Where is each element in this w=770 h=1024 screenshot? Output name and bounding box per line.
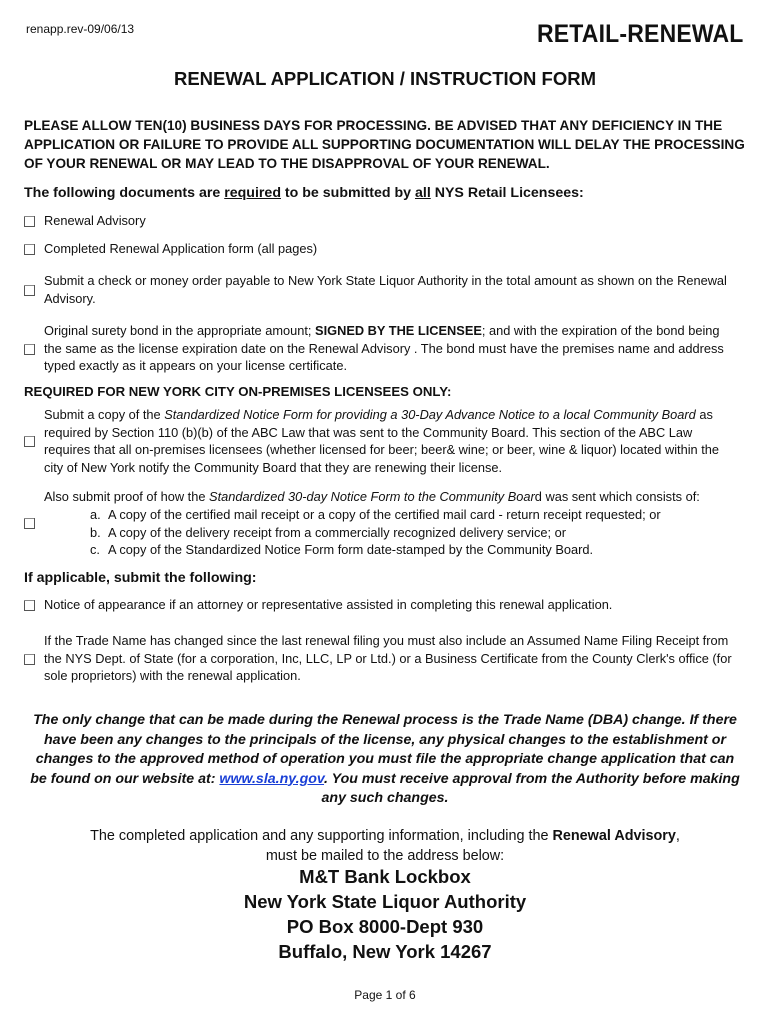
applicable-section-heading: If applicable, submit the following:	[24, 570, 257, 586]
checkbox[interactable]	[24, 518, 35, 529]
required-documents-heading: The following documents are required to be submitted by all NYS Retail Licensees:	[24, 185, 584, 201]
sub-item-a: a. A copy of the certified mail receipt or a copy of the certified mail card - return receipt requested; or	[90, 507, 661, 522]
checkbox[interactable]	[24, 436, 35, 447]
processing-warning: PLEASE ALLOW TEN(10) BUSINESS DAYS FOR PROCESSING. BE ADVISED THAT ANY DEFICIENCY IN THE APPLICATION OR FAILURE TO PROVIDE ALL SUPPORTING DOCUMENTATION WILL DELAY THE PROCESSING OF YOUR RENEWAL OR MAY LEAD TO THE DISAPPROVAL OF YOUR RENEWAL.	[24, 118, 745, 171]
website-link[interactable]: www.sla.ny.gov	[219, 770, 325, 787]
checkbox[interactable]	[24, 600, 35, 611]
mailing-instructions: The completed application and any supporting information, including the Renewal Advisory, must be mailed to the address below:	[90, 828, 680, 864]
document-page: renapp.rev-09/06/13 RETAIL-RENEWAL RENEWAL APPLICATION / INSTRUCTION FORM PLEASE ALLOW TEN(10) BUSINESS DAYS FOR PROCESSING. BE ADVISED THAT ANY DEFICIENCY IN THE APPLICATION OR FAILURE TO PROVIDE ALL SUPPORTING DOCUMENTATION WILL DELAY THE PROCESSING OF YOUR RENEWAL OR MAY LEAD TO THE DISAPPROVAL OF YOUR RENEWAL. The following documents are required to be submitted by all NYS Retail Licensees: Renewal Advisory Completed Renewal Application form (all pages) Submit a check or money order payable to New York State Liquor Authority in the total amount as shown on the Renewal Advisory. Original surety bond in the appropriate amount; SIGNED BY THE LICENSEE; and with the expiration of the bond being the same as the license expiration date on the Renewal Advisory . The bond must have the premises name and address typed exactly as it appears on your license certificate. REQUIRED FOR NEW YORK CITY ON-PREMISES LICENSEES ONLY: Submit a copy of the Standardized Notice Form for providing a 30-Day Advance Notice to a local Community Board as required by Section 110 (b)(b) of the ABC Law that was sent to the Community Board. This section of the ABC Law requires that all on-premises licensees (whether licensed for beer; beer& wine; or beer, wine & liquor) located within the city of New York notify the Community Board that they are renewing their license. Also submit proof of how the Standardized 30-day Notice Form to the Community Board was sent which consists of: a. A copy of the certified mail receipt or a copy of the certified mail card - return receipt requested; or b. A copy of the delivery receipt from a commercially recognized delivery service; or c. A copy of the Standardized Notice Form form date-stamped by the Community Board. If applicable, submit the following: Notice of appearance if an attorney or representative assisted in completing this renewal application. If the Trade Name has changed since the last renewal filing you must also include an Assumed Name Filing Receipt from the NYS Dept. of State (for a corporation, Inc, LLC, LP or Ltd.) or a Business Certificate from the County Clerk's office (for sole proprietors) with the renewal application. The only change that can be made during the Renewal process is the Trade Name (DBA) change. If there have been any changes to the principals of the license, any physical changes to the establishment or changes to the approved method of operation you must file the appropriate change application that can be found on our website at: www.sla.ny.gov. You must receive approval from the Authority before making any such changes. The completed application and any supporting information, including the Renewal Advisory, must be mailed to the address below: M&T Bank Lockbox New York State Liquor Authority PO Box 8000-Dept 930 Buffalo, New York 14267 Page 1 of 6	[0, 0, 770, 1024]
page-number: Page 1 of 6	[354, 988, 416, 1002]
checkbox[interactable]	[24, 285, 35, 296]
sub-item-b: b. A copy of the delivery receipt from a commercially recognized delivery service; or	[90, 524, 567, 540]
checkbox[interactable]	[24, 654, 35, 665]
address-line-3: PO Box 8000-Dept 930	[286, 916, 484, 937]
form-code: RETAIL-RENEWAL	[537, 20, 744, 48]
renewal-change-notice: The only change that can be made during the Renewal process is the Trade Name (DBA) change. If there have been any changes to the principals of the license, any physical changes to the establishment or changes to the approved method of operation you must file the appropriate change application that can be found on our website at: www.sla.ny.gov. You must receive approval from the Authority before making any such changes.	[30, 712, 740, 806]
address-line-2: New York State Liquor Authority	[243, 891, 527, 912]
checkbox[interactable]	[24, 344, 35, 355]
checkbox[interactable]	[24, 244, 35, 255]
sub-item-c: c. A copy of the Standardized Notice Form form date-stamped by the Community Board.	[90, 542, 594, 557]
page-title: RENEWAL APPLICATION / INSTRUCTION FORM	[173, 68, 597, 89]
address-line-4: Buffalo, New York 14267	[278, 941, 492, 962]
revision-code: renapp.rev-09/06/13	[26, 22, 135, 36]
nyc-section-heading: REQUIRED FOR NEW YORK CITY ON-PREMISES LICENSEES ONLY:	[24, 384, 452, 399]
address-line-1: M&T Bank Lockbox	[299, 866, 471, 887]
checkbox[interactable]	[24, 216, 35, 227]
